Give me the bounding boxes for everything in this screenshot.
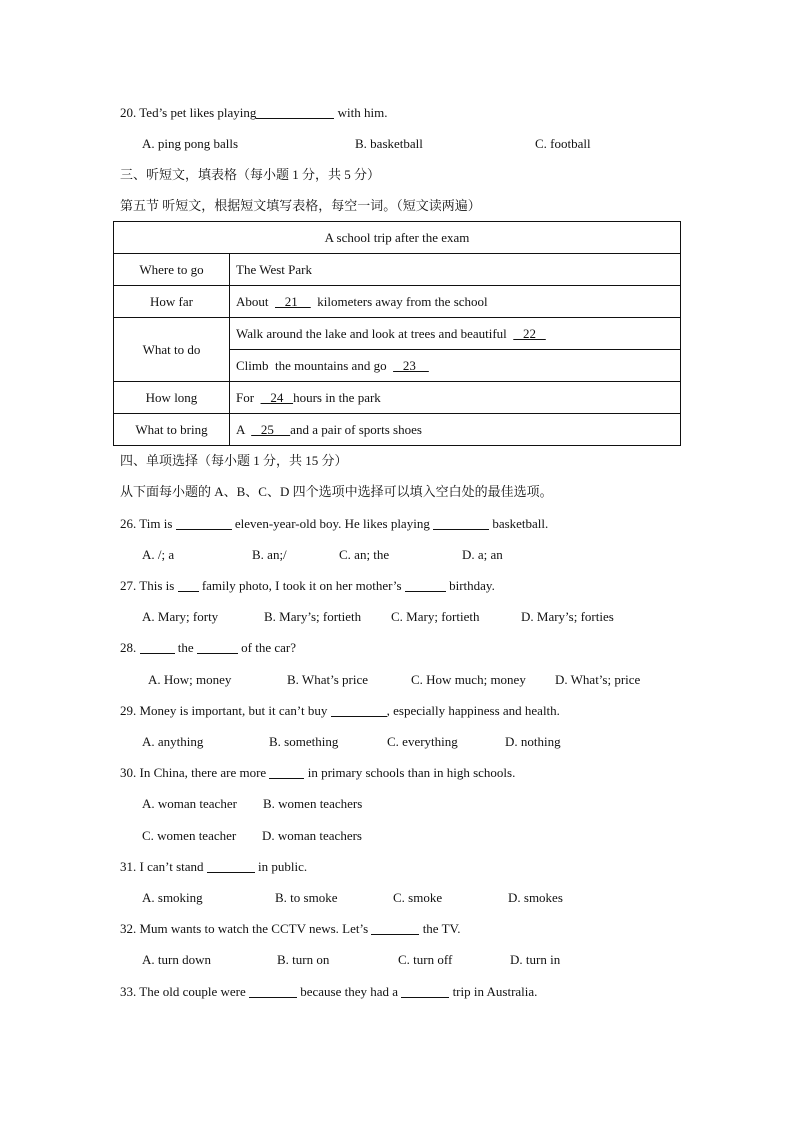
table-row [114, 254, 681, 286]
q20-option-a: A. ping pong balls [142, 136, 239, 151]
blank-25: 25 [251, 421, 291, 437]
blank-24: 24 [260, 389, 294, 405]
q29-option-a: A. anything [142, 734, 204, 749]
answer-blank [433, 516, 489, 530]
answer-blank [371, 921, 419, 935]
answer-blank [269, 765, 304, 779]
row-label: How long [114, 382, 230, 414]
answer-blank [176, 516, 232, 530]
table-row [114, 382, 681, 414]
question-20: 20. Ted’s pet likes playing with him. [120, 105, 388, 120]
answer-blank [249, 984, 297, 998]
blank-23: 23 [393, 357, 429, 373]
row-value: Climb the mountains and go 23 [230, 350, 681, 382]
q27-option-c: C. Mary; fortieth [391, 609, 480, 624]
q31-option-b: B. to smoke [275, 890, 338, 905]
question-29: 29. Money is important, but it can’t buy , especially happiness and health. [120, 703, 560, 718]
blank-21: 21 [275, 293, 311, 309]
q29-option-b: B. something [269, 734, 339, 749]
row-value: For 24 hours in the park [230, 382, 681, 414]
table-row [114, 414, 681, 446]
question-30: 30. In China, there are more in primary schools than in high schools. [120, 765, 516, 780]
row-value: Walk around the lake and look at trees and beautiful 22 [230, 318, 681, 350]
answer-blank [401, 984, 449, 998]
q31-option-a: A. smoking [142, 890, 203, 905]
q27-option-d: D. Mary’s; forties [521, 609, 614, 624]
row-value: About 21 kilometers away from the school [230, 286, 681, 318]
trip-table [113, 221, 681, 446]
q29-option-c: C. everything [387, 734, 458, 749]
row-label: Where to go [114, 254, 230, 286]
table-row [114, 222, 681, 254]
q26-option-a: A. /; a [142, 547, 175, 562]
answer-blank [178, 578, 199, 592]
row-value: A 25 and a pair of sports shoes [230, 414, 681, 446]
q32-option-d: D. turn in [510, 952, 561, 967]
q30-option-b: B. women teachers [263, 796, 363, 811]
section-4-instruction: 从下面每小题的 A、B、C、D 四个选项中选择可以填入空白处的最佳选项。 [120, 484, 553, 499]
section-3-title: 三、听短文，填表格（每小题 1 分，共 5 分） [120, 167, 381, 182]
answer-blank [256, 105, 334, 119]
q26-option-d: D. a; an [462, 547, 503, 562]
answer-blank [331, 703, 387, 717]
q32-option-a: A. turn down [142, 952, 211, 967]
q27-option-b: B. Mary’s; fortieth [264, 609, 362, 624]
q30-option-d: D. woman teachers [262, 828, 362, 843]
question-28: 28. the of the car? [120, 640, 296, 655]
row-label: How far [114, 286, 230, 318]
q27-option-a: A. Mary; forty [142, 609, 219, 624]
answer-blank [207, 859, 255, 873]
q31-option-d: D. smokes [508, 890, 563, 905]
question-26: 26. Tim is eleven-year-old boy. He likes playing basketball. [120, 516, 549, 531]
question-32: 32. Mum wants to watch the CCTV news. Let’s the TV. [120, 921, 461, 936]
q28-option-c: C. How much; money [411, 672, 526, 687]
answer-blank [140, 640, 175, 654]
q28-option-a: A. How; money [148, 672, 232, 687]
q28-option-d: D. What’s; price [555, 672, 641, 687]
q26-option-b: B. an;/ [252, 547, 287, 562]
section-4-title: 四、单项选择（每小题 1 分，共 15 分） [120, 453, 348, 468]
q29-option-d: D. nothing [505, 734, 561, 749]
q28-option-b: B. What’s price [287, 672, 368, 687]
q30-option-a: A. woman teacher [142, 796, 237, 811]
table-row [114, 286, 681, 318]
row-label: What to do [114, 318, 230, 382]
question-33: 33. The old couple were because they had a trip in Australia. [120, 984, 538, 999]
row-value: The West Park [230, 254, 681, 286]
q26-option-c: C. an; the [339, 547, 390, 562]
row-label: What to bring [114, 414, 230, 446]
question-27: 27. This is family photo, I took it on her mother’s birthday. [120, 578, 495, 593]
q32-option-b: B. turn on [277, 952, 330, 967]
question-31: 31. I can’t stand in public. [120, 859, 308, 874]
blank-22: 22 [513, 325, 546, 341]
q20-option-c: C. football [535, 136, 591, 151]
q32-option-c: C. turn off [398, 952, 453, 967]
answer-blank [197, 640, 238, 654]
table-header: A school trip after the exam [114, 222, 681, 254]
q20-option-b: B. basketball [355, 136, 423, 151]
q30-option-c: C. women teacher [142, 828, 237, 843]
answer-blank [405, 578, 446, 592]
section-3-subtitle: 第五节 听短文，根据短文填写表格，每空一词。（短文读两遍） [120, 198, 481, 213]
q31-option-c: C. smoke [393, 890, 443, 905]
table-row [114, 318, 681, 350]
